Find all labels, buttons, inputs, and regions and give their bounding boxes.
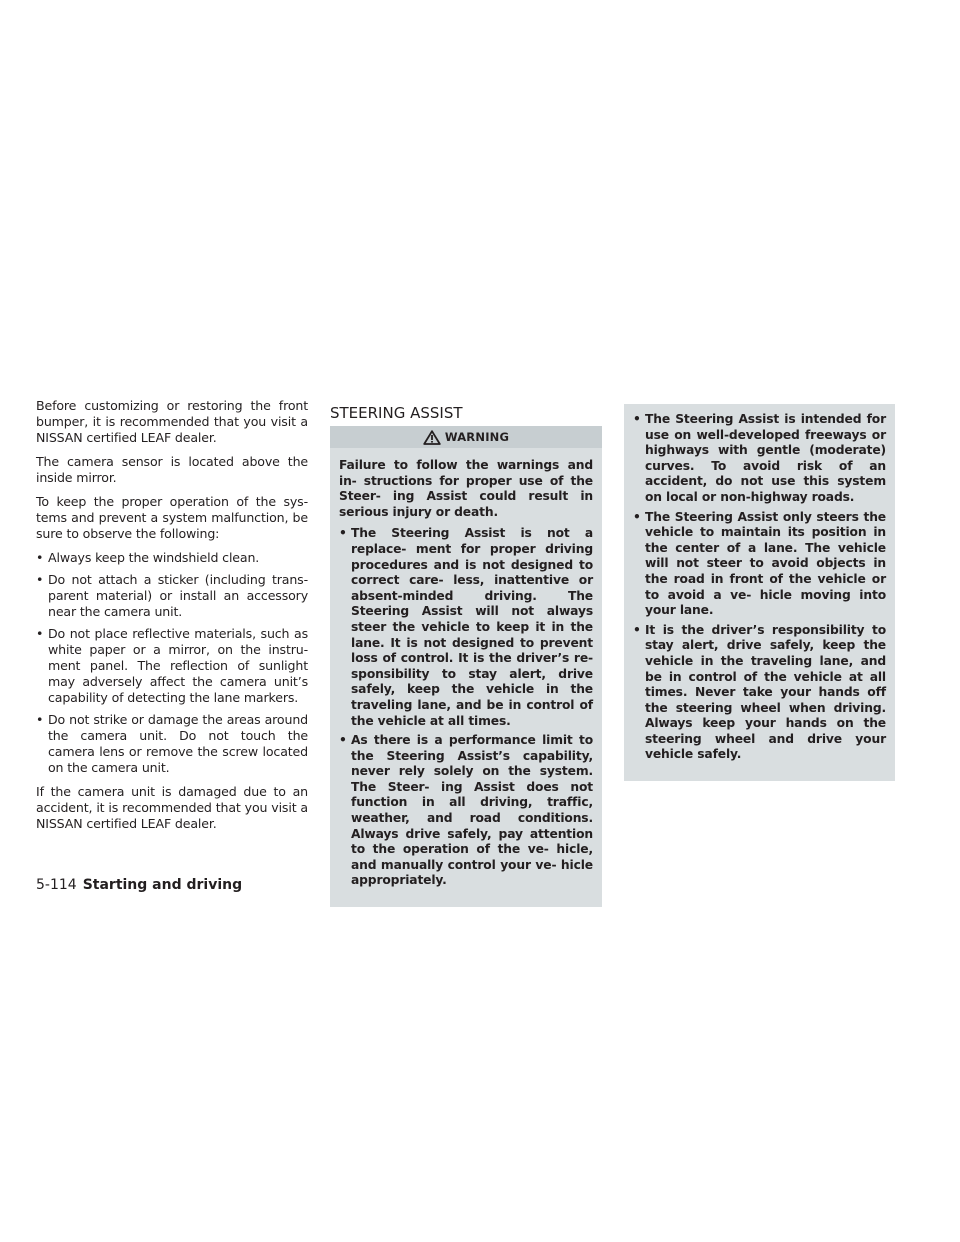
bullet-dot: • bbox=[633, 622, 641, 637]
bullet-dot: • bbox=[36, 572, 44, 587]
list-item bbox=[339, 733, 593, 889]
section-name: Starting and driving bbox=[82, 877, 243, 893]
list-item bbox=[36, 572, 308, 620]
right-column bbox=[624, 404, 895, 781]
warning-list bbox=[339, 526, 593, 889]
list-item bbox=[36, 550, 308, 566]
bullet-dot: • bbox=[36, 626, 44, 641]
bullet-dot: • bbox=[36, 550, 44, 565]
page-footer bbox=[36, 876, 242, 894]
intro-paragraph-2: The camera sensor is located above the inside mirror. bbox=[36, 454, 308, 485]
left-column bbox=[36, 398, 308, 840]
list-item bbox=[339, 526, 593, 729]
warning-body bbox=[330, 458, 602, 889]
warning-box-continued bbox=[624, 404, 895, 781]
list-item-text: As there is a performance limit to the Steering Assist’s capability, never rely solely on the system. The Steer- ing Assist does not function in all driving, traffic, weather, and road conditions. Always drive safely, pay attention to the operation of the ve- hicle, and manually control your ve- hicle appropriately. bbox=[351, 733, 593, 888]
warning-intro: Failure to follow the warnings and in- structions for proper use of the Steer- ing Assist could result in serious injury or death. bbox=[339, 458, 593, 519]
list-item bbox=[633, 412, 886, 506]
list-item-text: The Steering Assist is not a replace- ment for proper driving procedures and is not designed to correct care- less, inattentive or absent-minded driving. The Steering Assist will not always steer the vehicle to keep it in the lane. It is not designed to prevent loss of control. It is the driver’s re- sponsibility to stay alert, drive safely, keep the vehicle in the traveling lane, and be in control of the vehicle at all times. bbox=[351, 526, 593, 728]
list-item-text: Do not attach a sticker (including trans- parent material) or install an accessory near the camera unit. bbox=[48, 572, 308, 619]
intro-paragraph-3: To keep the proper operation of the sys- tems and prevent a system malfunction, be sure to observe the following: bbox=[36, 494, 308, 541]
warning-list-continued bbox=[633, 412, 886, 763]
list-item-text: It is the driver’s responsibility to stay alert, drive safely, keep the vehicle in the traveling lane, and be in control of the vehicle at all times. Never take your hands off the steering wheel when driving. Always keep your hands on the steering wheel and drive your vehicle safely. bbox=[645, 622, 886, 762]
bullet-dot: • bbox=[633, 509, 641, 524]
warning-box bbox=[330, 426, 602, 907]
bullet-dot: • bbox=[339, 526, 347, 541]
list-item-text: Do not place reflective materials, such as white paper or a mirror, on the instru- ment panel. The reflection of sunlight may adversely affect the camera unit’s capability of detecting the lane markers. bbox=[48, 626, 308, 705]
list-item bbox=[633, 623, 886, 763]
warning-label: WARNING bbox=[444, 430, 510, 444]
page-number: 5-114 bbox=[36, 877, 77, 893]
list-item bbox=[633, 510, 886, 619]
bullet-dot: • bbox=[339, 733, 347, 748]
list-item bbox=[36, 712, 308, 776]
bullet-dot: • bbox=[633, 412, 641, 426]
middle-column bbox=[330, 404, 602, 907]
camera-care-list bbox=[36, 550, 308, 776]
warning-header bbox=[330, 426, 602, 448]
warning-body-continued bbox=[624, 412, 895, 763]
list-item-text: Do not strike or damage the areas around the camera unit. Do not touch the camera lens or remove the screw located on the camera unit. bbox=[48, 712, 308, 775]
list-item-text: Always keep the windshield clean. bbox=[48, 550, 260, 565]
list-item bbox=[36, 626, 308, 706]
intro-paragraph-1: Before customizing or restoring the front bumper, it is recommended that you visit a NISSAN certified LEAF dealer. bbox=[36, 398, 308, 445]
list-item-text: The Steering Assist only steers the vehicle to maintain its position in the center of a lane. The vehicle will not steer to avoid objects in the road in front of the vehicle or to avoid a ve- hicle moving into your lane. bbox=[645, 509, 886, 618]
bullet-dot: • bbox=[36, 712, 44, 727]
closing-paragraph: If the camera unit is damaged due to an accident, it is recommended that you visit a NISSAN certified LEAF dealer. bbox=[36, 784, 308, 831]
list-item-text: The Steering Assist is intended for use on well-developed freeways or highways with gentle (moderate) curves. To avoid risk of an accident, do not use this system on local or non-highway roads. bbox=[645, 412, 886, 504]
warning-triangle-icon bbox=[423, 430, 441, 445]
section-title: STEERING ASSIST bbox=[330, 404, 463, 422]
